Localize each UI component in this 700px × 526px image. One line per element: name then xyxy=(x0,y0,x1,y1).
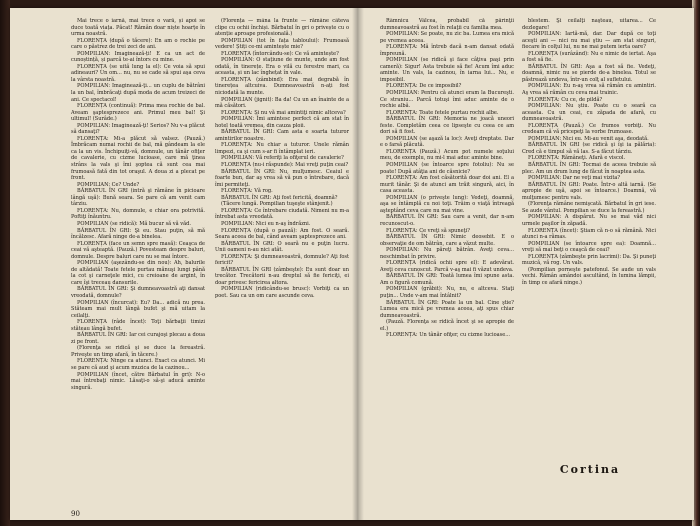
text-paragraph: FLORENȚA (după o pauză): Am fost. O seară. Seara aceea de bal, când aveam şaptesprezece ani. xyxy=(215,227,349,241)
text-paragraph: BĂRBATUL ÎN GRI: Nimic deosebit. E o observaţie de om bătrân, care a văzut multe. xyxy=(380,234,514,247)
text-paragraph: FLORENȚA (se uită lung la el): Ce voia să spui adineauri? Un om... nu, nu se cade să spui aşa ceva la vârsta noastră. xyxy=(71,63,205,83)
right-page-column-1 xyxy=(380,18,514,512)
text-paragraph: BĂRBATUL ÎN GRI (zâmbeşte): Eu sunt doar un trecător. Trecătorii n-au dreptul să fie fericiţi, ei doar privesc fericirea altora. xyxy=(215,266,349,286)
text-paragraph: FLORENȚA: Și nu vă mai amintiţi nimic altceva? xyxy=(221,109,346,116)
text-paragraph: BĂRBATUL ÎN GRI: Cam asta e soarta tuturor amintirilor noastre. xyxy=(215,129,349,142)
text-paragraph: FLORENȚA (zâmbeşte prin lacrimi): Da. Şi puneţi muzică, vă rog. Un vals. xyxy=(522,253,656,267)
text-paragraph: Râmnicu Vâlcea, probabil că părinţii dumneavoastră au fost în relaţii cu familia mea. xyxy=(380,18,514,31)
text-paragraph: BĂRBATUL ÎN GRI: Sau care a venit, dar n-am recunoscut-o. xyxy=(380,214,514,227)
text-paragraph: (Pauză. Florenţa se ridică încet şi se apropie de el.) xyxy=(380,319,514,332)
text-paragraph: FLORENȚA: Ce întrebare ciudată. Nimeni nu m-a întrebat asta vreodată. xyxy=(215,207,349,221)
text-paragraph: FLORENȚA: Am fost căsătorită doar doi ani. El a murit tânăr. Şi de atunci am trăit singură, aici, în casa aceasta. xyxy=(380,175,514,195)
text-paragraph: BĂRBATUL ÎN GRI: Aşa a fost să fie. Vedeţi, doamnă, nimic nu se pierde de-a binelea. Totul se păstrează undeva, într-un colţ al sufletului. xyxy=(522,63,656,83)
curtain-heading: Cortina xyxy=(559,463,621,476)
text-paragraph: FLORENȚA (Pauză.) Ce frumos vorbiţi. Nu credeam că vă pricepeţi la vorbe frumoase. xyxy=(522,122,656,136)
text-paragraph: FLORENȚA (continuă): Prima mea rochie de bal. Aveam şaptesprezece ani. Primul meu bal! Şi ultimul! (Surâde.) xyxy=(71,103,205,123)
book-edge-left xyxy=(0,0,10,526)
text-paragraph: POMPILIAN: Iartă-mă, dar. Dar după ce toţi aceşti ani — nici nu mai ştiu — am stat singuri, fiecare în colţul lui, nu ne mai putem ierta oare? xyxy=(522,31,656,51)
text-paragraph: POMPILIAN (jignit): Ba da! Cu un an înainte de a mă căsători. xyxy=(215,96,349,110)
text-paragraph: POMPILIAN (încet, către Bărbatul în gri): N-o mai întrebaţi nimic. Lăsaţi-o să-şi aducă aminte singură. xyxy=(71,371,205,391)
text-paragraph: blestem. Şi ceilalţi naşteau, uitarea... Ce dezlegare! xyxy=(522,18,656,31)
left-page-column-2 xyxy=(215,18,349,512)
text-paragraph: POMPILIAN: Eu n-aş vrea să rămân cu amintiri. Aş vrea să rămân cu ceva mai trainic. xyxy=(522,83,656,97)
text-paragraph: (Tăcere lungă. Pompilian tuşeşte stânjenit.) xyxy=(221,201,333,208)
text-paragraph: FLORENȚA (întorcându-se): Ce vă amintește? xyxy=(221,50,339,57)
text-paragraph: POMPILIAN: Vă referiţi la ofiţerul de cavalerie? xyxy=(221,155,344,162)
text-paragraph: (Florenţa rămâne nemişcată. Bărbatul în gri iese. Se aude vântul. Pompilian se duce la fereastră.) xyxy=(522,201,656,214)
text-paragraph: POMPILIAN: A dispărut. Nu se mai văd nici urmele paşilor în zăpadă. xyxy=(522,214,656,227)
page-number: 90 xyxy=(71,510,80,518)
text-paragraph: POMPILIAN: Nici eu n-aş îndrăzni. xyxy=(221,220,311,227)
text-paragraph: POMPILIAN (se aşază la loc): Aveţi dreptate. Dar e o farsă plăcută. xyxy=(380,135,514,149)
text-paragraph: (Florența — mâna la frunte — rămâne câteva clipe cu ochii închiși. Bărbatul în gri o privește cu o atenție aproape profesională.) xyxy=(215,18,349,38)
text-paragraph: BĂRBATUL ÎN GRI: Poate. Într-o altă iarnă. (Se apropie de uşă, apoi se întoarce.) Doamnă, vă mulţumesc pentru vals. xyxy=(522,181,656,201)
text-paragraph: POMPILIAN (se ridică): Mă bucur să vă văd. xyxy=(77,220,191,227)
text-paragraph: (Florenţa se ridică şi se duce la fereastră. Priveşte un timp afară, în tăcere.) xyxy=(71,345,205,358)
text-paragraph: FLORENȚA (ridică ochii spre el): E adevărat. Aveţi ceva cunoscut. Parcă v-aş mai fi văzut undeva. xyxy=(380,260,514,273)
text-paragraph: FLORENȚA: Mi-a plăcut să valsez. (Pauză.) Îmbrăcam numai rochii de bal, mă gândeam la ele ca la un vis. Închipuiţi-vă, domnule, un tânăr ofiţer de cavalerie, cu cizme lucioase, care mă ţinea strâns la vals şi îmi şoptea că sunt cea mai frumoasă fată din tot oraşul. A doua zi a plecat pe front. xyxy=(71,135,205,182)
text-paragraph: POMPILIAN: Ce? Unde? xyxy=(77,181,140,188)
text-paragraph: FLORENȚA: Mă întreb dacă n-am dansat odată împreună. xyxy=(380,44,514,57)
text-paragraph: BĂRBATUL ÎN GRI: Şi eu. Stau puţin, să mă încălzesc. Afară ninge de-a binelea. xyxy=(71,227,205,241)
text-paragraph: POMPILIAN: Îmi amintesc perfect că am stat în hotel toată vremea, din cauza ploii. xyxy=(215,116,349,129)
text-paragraph: FLORENȚA (Pauză.) Acum pot numele soţului meu, de exemplu, nu mi-l mai aduc aminte bine. xyxy=(380,148,514,162)
text-paragraph: POMPILIAN: Imaginează-ți! E ca un act de cunoștință, și parcă te-ai întors cu mine. xyxy=(71,50,205,64)
book-gutter xyxy=(352,8,364,520)
text-paragraph: POMPILIAN: Se poate, nu zic ba. Lumea era mică pe vremea aceea. xyxy=(380,31,514,44)
book-spread xyxy=(10,8,694,520)
text-paragraph: FLORENȚA (încet): Ştiam că n-o să rămână. Nici atunci n-a rămas. xyxy=(522,227,656,241)
text-paragraph: FLORENȚA (râde încet): Toţi bărbaţii timizi stăteau lângă bufet. xyxy=(71,319,205,332)
text-paragraph: FLORENȚA: Rămâneţi. Afară e viscol. xyxy=(528,155,626,162)
text-paragraph: FLORENȚA (nu-i răspunde): Mai vreţi puţin ceai? xyxy=(221,162,349,169)
text-paragraph: BĂRBATUL ÎN GRI: Toată lumea îmi spune asta. Am o figură comună. xyxy=(380,273,514,286)
text-paragraph: POMPILIAN: Nu ştiu. Poate cu o seară ca aceasta. Cu un ceai, cu zăpada de afară, cu dumneavoastră. xyxy=(522,103,656,123)
text-paragraph: FLORENȚA (după o tăcere): En am o rochie pe care o păstrez de trei zeci de ani. xyxy=(71,37,205,51)
text-paragraph: POMPILIAN (grăbit): Nu, nu, e altceva. Staţi puţin... Unde v-am mai întâlnit? xyxy=(380,286,514,299)
text-paragraph: POMPILIAN: O stațiune de munte, unde am fost odată, în tinerețe. Era o vilă cu ferestre mari, ca aceasta, și un lac înghețat în vale. xyxy=(215,57,349,77)
text-paragraph: POMPILIAN: Imaginează-ţi... un cuplu de bătrâni la un bal, îmbrăcaţi după moda de acum treizeci de ani. Ce spectacol! xyxy=(71,83,205,103)
text-paragraph: BĂRBATUL ÎN GRI: Nu, mulţumesc. Ceaiul e foarte bun, dar aş vrea să vă pun o întrebare, dacă îmi permiteţi. xyxy=(215,168,349,188)
text-paragraph: POMPILIAN (se întoarce spre ea): Doamnă... vreţi să mai beţi o ceaşcă de ceai? xyxy=(522,240,656,254)
text-paragraph: POMPILIAN (se întoarce spre fotoliu): Nu se poate! După atâţia ani de căsnicie? xyxy=(380,162,514,175)
text-paragraph: POMPILIAN: Nici eu. Mi-au venit aşa, deodată. xyxy=(528,135,649,142)
left-page-column-1 xyxy=(71,18,205,512)
text-paragraph: POMPILIAN: Pentru că atunci eram la Bucureşti. Ce straniu... Parcă totuşi îmi aduc aminte de o rochie albă. xyxy=(380,90,514,110)
text-paragraph: BĂRBATUL ÎN GRI: O seară nu e puţin lucru. Unii oameni n-au nici atât. xyxy=(215,240,349,254)
text-paragraph: FLORENȚA (face un semn spre masă): Ceaşca de ceai vă aşteaptă. (Pauză.) Povesteam despre baluri, domnule. Despre baluri care nu se mai întorc. xyxy=(71,240,205,260)
text-paragraph: FLORENȚA: Ninge ca atunci. Exact ca atunci. Mi se pare că aud şi acum muzica de la cazinou... xyxy=(71,358,205,371)
text-paragraph: BĂRBATUL ÎN GRI (se ridică şi îşi ia pălăria): Cred că e timpul să vă las. S-a făcut târziu. xyxy=(522,142,656,155)
text-paragraph: Mai trece o iarnă, mai trece o vară, și apoi se duce toată viața. Păcat! Rămân doar niște hoarțe în urma noastră. xyxy=(71,18,205,38)
text-paragraph: BĂRBATUL ÎN GRI (intră şi rămâne în picioare lângă uşă): Bună seara. Se pare că am venit cam târziu. xyxy=(71,188,205,208)
text-paragraph: POMPILIAN: Imaginează-ţi! Serios? Nu v-a plăcut să dansaţi? xyxy=(71,122,205,136)
text-paragraph: BĂRBATUL ÎN GRI: Tocmai de aceea trebuie să plec. Am un drum lung de făcut în noaptea asta. xyxy=(522,162,656,175)
text-paragraph: FLORENȚA (surâzând): Nu e nimic de iertat. Aşa a fost să fie. xyxy=(522,50,656,64)
text-paragraph: POMPILIAN (ridicându-se brusc): Vorbiţi ca un poet. Sau ca un om care ascunde ceva. xyxy=(215,286,349,299)
text-paragraph: POMPILIAN: Nu păreţi bătrân. Aveţi ceva... neschimbat în privire. xyxy=(380,247,514,260)
text-paragraph: BĂRBATUL ÎN GRI: Poate la un bal. Cine ştie? Lumea era mică pe vremea aceea, aţi spus chiar dumneavoastră. xyxy=(380,299,514,319)
text-paragraph: BĂRBATUL ÎN GRI: Şi dumneavoastră aţi dansat vreodată, domnule? xyxy=(71,286,205,299)
text-paragraph: FLORENȚA (zâmbind): Era mai degrabă în tinerețea altcuiva. Dumneavoastră n-ați fost niciodată la munte. xyxy=(215,76,349,97)
text-paragraph: FLORENȚA: De ce imposibil? xyxy=(386,83,462,90)
text-paragraph: BĂRBATUL ÎN GRI: Iar cei curajoşi plecau a doua zi pe front. xyxy=(71,332,205,345)
text-paragraph: POMPILIAN (încurcat): Eu? Da... adică nu prea. Stăteam mai mult lângă bufet şi mă uitam la ceilalţi. xyxy=(71,299,205,319)
text-paragraph: FLORENȚA: Nu chiar a tuturor. Unele rămân limpezi, ca şi cum s-ar fi întâmplat ieri. xyxy=(215,142,349,155)
text-paragraph: FLORENȚA: Vă rog. xyxy=(221,188,273,195)
text-paragraph: FLORENȚA: Şi dumneavoastră, domnule? Aţi fost fericit? xyxy=(215,253,349,267)
text-paragraph: POMPILIAN (aşezându-se din nou): Ah, balurile de altădată! Toate fetele purtau mănuşi lungi până la cot şi carneţele mici, cu creioane de argint, în care îşi treceau dansurile. xyxy=(71,260,205,286)
text-paragraph: BĂRBATUL ÎN GRI: Aţi fost fericită, doamnă? xyxy=(221,194,338,201)
text-paragraph: POMPILIAN (se ridică şi face câţiva paşi prin cameră): Sigur! Asta trebuie să fie! Acum îmi aduc aminte. Un vals, la cazinou, în iarna lui... Nu, e imposibil. xyxy=(380,57,514,83)
text-paragraph: POMPILIAN (o priveşte lung): Vedeţi, doamnă, aşa se întâmplă cu noi toţi. Trăim o viaţă întreagă aşteptând ceva care nu mai vine. xyxy=(380,194,514,214)
text-paragraph: POMPILIAN (tot în fața tabloului): Frumoasă vedere! Știți ce-mi amintește mie? xyxy=(215,37,349,51)
text-paragraph: FLORENȚA: Nu, domnule, e chiar ora potrivită. Poftiţi înăuntru. xyxy=(71,207,205,221)
text-paragraph: FLORENȚA: Cu ce, de pildă? xyxy=(528,96,603,103)
right-page-column-2 xyxy=(522,18,656,462)
text-paragraph: (Pompilian porneşte patefonul. Se aude un vals vechi. Rămân amândoi ascultând, în lumina lămpii, în timp ce afară ninge.) xyxy=(522,266,656,286)
text-paragraph: BĂRBATUL ÎN GRI: Memoria ne joacă uneori feste. Completăm ceea ce lipseşte cu ceea ce am dori să fi fost. xyxy=(380,116,514,136)
text-paragraph: FLORENȚA: Ce vreţi să spuneţi? xyxy=(386,227,471,234)
text-paragraph: POMPILIAN: Dar ne veţi mai vizita? xyxy=(528,175,621,182)
text-paragraph: FLORENȚA: Un tânăr ofiţer, cu cizme lucioase... xyxy=(386,332,511,339)
text-paragraph: FLORENȚA: Toate fetele purtau rochii albe. xyxy=(386,109,499,116)
